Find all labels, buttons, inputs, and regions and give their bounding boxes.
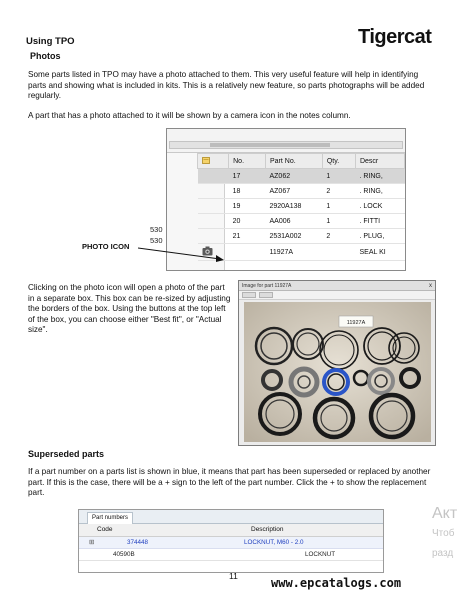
row-desc: SEAL KI [355, 244, 404, 261]
superseded-description: LOCKNUT, M60 - 2.0 [244, 539, 304, 546]
notes-cell [198, 214, 229, 229]
notes-icon [202, 157, 210, 164]
column-header[interactable]: No. [229, 154, 266, 169]
tab-bar [79, 510, 383, 524]
row-desc: . PLUG, [355, 229, 404, 244]
photo-window-paragraph: Clicking on the photo icon will open a photo of the part in a separate box. This box can be re-sized by adjusting the borders of the box. Using the buttons at the top left of the box, you can choose either "Best fit", or "Actual size". [28, 283, 231, 334]
row-desc: . FITTI [355, 214, 404, 229]
row-part: AZ062 [265, 169, 322, 184]
list-item-replacement[interactable] [79, 549, 383, 561]
superseded-list-screenshot [78, 509, 384, 573]
table-row[interactable] [198, 214, 405, 229]
row-qty: 1 [322, 169, 355, 184]
photo-window-toolbar [239, 291, 435, 300]
section-title: Using TPO [26, 36, 75, 47]
watermark-activation-line: разд [432, 548, 454, 559]
actual-size-button[interactable] [259, 292, 273, 298]
scrollbar-thumb[interactable] [210, 143, 330, 147]
notes-cell [198, 184, 229, 199]
superseded-code: 374448 [127, 539, 149, 546]
column-header[interactable]: Part No. [265, 154, 322, 169]
row-no: 17 [229, 169, 266, 184]
notes-cell [198, 169, 229, 184]
column-header[interactable]: Descr [355, 154, 404, 169]
subsection-title-superseded: Superseded parts [28, 449, 105, 459]
row-qty [322, 244, 355, 261]
seal-kit-photo [244, 302, 431, 442]
photo-icon-callout-label: PHOTO ICON [82, 242, 130, 251]
best-fit-button[interactable] [242, 292, 256, 298]
parts-table [197, 153, 405, 261]
row-no: 21 [229, 229, 266, 244]
row-no: 19 [229, 199, 266, 214]
photo-window-title: Image for part 11927A [242, 283, 292, 289]
row-part: 2531A002 [265, 229, 322, 244]
row-desc: . RING, [355, 169, 404, 184]
photo-window-screenshot [238, 280, 436, 446]
notes-column-header[interactable] [198, 154, 229, 169]
table-row-with-photo[interactable] [198, 244, 405, 261]
replacement-code: 40590B [113, 551, 135, 558]
camera-icon-paragraph: A part that has a photo attached to it will be shown by a camera icon in the notes column. [28, 111, 351, 120]
row-qty: 2 [322, 184, 355, 199]
row-no [229, 244, 266, 261]
replacement-description: LOCKNUT [305, 551, 336, 558]
toolbar-strip [167, 129, 405, 153]
row-desc: . RING, [355, 184, 404, 199]
table-row[interactable] [198, 184, 405, 199]
row-no: 18 [229, 184, 266, 199]
table-row[interactable] [198, 229, 405, 244]
close-icon[interactable]: x [429, 283, 432, 289]
watermark-site: www.epcatalogs.com [271, 576, 402, 590]
row-part: 11927A [265, 244, 322, 261]
page-number: 11 [229, 571, 238, 581]
list-item-superseded[interactable] [79, 537, 383, 549]
table-row[interactable] [198, 199, 405, 214]
expand-plus-icon[interactable]: ⊞ [89, 539, 95, 546]
part-tag-label: 11927A [346, 320, 366, 326]
watermark-activation: Акт [432, 505, 458, 522]
notes-cell [198, 199, 229, 214]
tigercat-logo: Tigercat [358, 26, 432, 48]
column-header-code[interactable]: Code [97, 526, 113, 533]
horizontal-scrollbar[interactable] [169, 141, 403, 149]
photo-window-titlebar[interactable] [239, 281, 435, 291]
row-qty: 2 [322, 229, 355, 244]
subsection-title-photos: Photos [30, 51, 61, 61]
row-qty: 1 [322, 199, 355, 214]
tab-part-numbers[interactable]: Part numbers [87, 512, 133, 524]
list-header [79, 524, 383, 537]
row-desc: . LOCK [355, 199, 404, 214]
watermark-activation-line: Чтоб [432, 528, 455, 539]
row-qty: 1 [322, 214, 355, 229]
intro-paragraph: Some parts listed in TPO may have a photo attached to them. This very useful feature will help in identifying parts and showing what is included in kits. This is a relatively new feature, so parts photographs will be added regularly. [28, 70, 425, 100]
callout-arrow [138, 246, 228, 264]
superseded-paragraph: If a part number on a parts list is shown in blue, it means that part has been superseded or replaced by another part. If this is the case, there will be a + sign to the left of the part number. Click the + to show the replacement part. [28, 467, 431, 497]
table-header [198, 154, 405, 169]
row-part: AA006 [265, 214, 322, 229]
column-header[interactable]: Qty. [322, 154, 355, 169]
row-part: AZ067 [265, 184, 322, 199]
row-part: 2920A138 [265, 199, 322, 214]
side-number: 530 [150, 236, 163, 245]
side-number: 530 [150, 225, 163, 234]
row-no: 20 [229, 214, 266, 229]
column-header-description[interactable]: Description [251, 526, 284, 533]
notes-cell [198, 229, 229, 244]
table-row[interactable] [198, 169, 405, 184]
